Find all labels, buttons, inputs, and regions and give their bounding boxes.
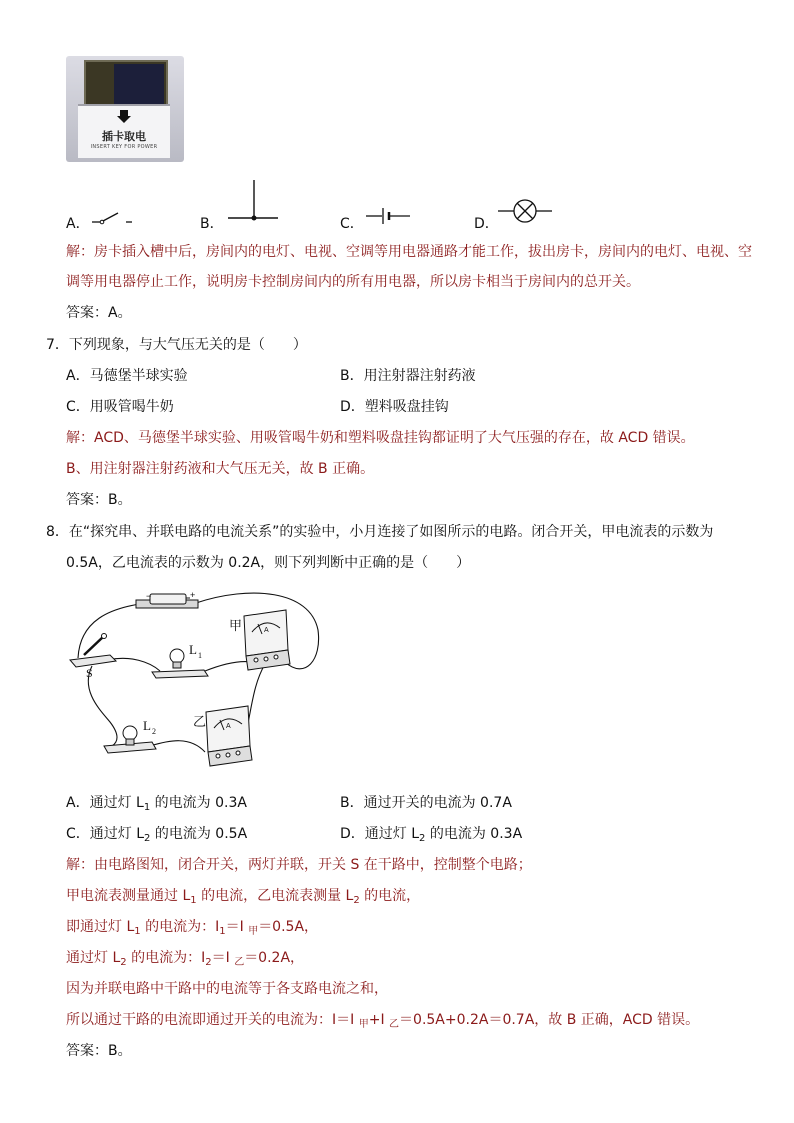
q8-option-a: A．通过灯 $L_1$ 的电流为 0.3A — [66, 795, 247, 813]
switch-symbol — [92, 208, 134, 228]
lamp-2-label: L — [143, 718, 151, 733]
q6-option-a-label: A． — [66, 216, 90, 232]
q8-solution-line-6: 所以通过干路的电流即通过开关的电流为：I＝I $_甲$+I $_乙$＝0.5A+0.2A＝0.7A，故 B 正确，ACD 错误。 — [66, 1012, 700, 1030]
ammeter-2-label: 乙 — [193, 715, 207, 730]
q8-solution-line-2: 甲电流表测量通过 $L_1$ 的电流，乙电流表测量 $L_2$ 的电流， — [66, 888, 421, 906]
ammeter-1 — [244, 610, 290, 670]
ammeter-1-label: 甲 — [229, 619, 243, 634]
ammeter-2 — [206, 706, 252, 766]
arrow-down-icon — [116, 109, 132, 125]
ammeter-1-unit: A — [264, 627, 269, 634]
q8-answer: 答案：B。 — [66, 1043, 132, 1059]
q6-option-b-label: B． — [200, 216, 224, 232]
q7-solution-line-2: B、用注射器注射药液和大气压无关，故 B 正确。 — [66, 461, 375, 477]
q7-option-a: A．马德堡半球实验 — [66, 368, 188, 384]
card-slot — [84, 60, 168, 110]
q6-option-d-label: D． — [474, 216, 499, 232]
q7-answer: 答案：B。 — [66, 492, 132, 508]
q7-solution-line-1: 解：ACD、马德堡半球实验、用吸管喝牛奶和塑料吸盘挂钩都证明了大气压强的存在，故 ACD 错误。 — [66, 430, 695, 446]
card-chinese-text: 插卡取电 — [102, 130, 146, 143]
ammeter-2-unit: A — [226, 723, 231, 730]
circuit-diagram — [62, 582, 332, 774]
junction-symbol — [226, 178, 280, 224]
lamp-symbol — [496, 198, 554, 224]
lamp-2-sub: 2 — [152, 727, 156, 736]
q8-solution-line-4: 通过灯 $L_2$ 的电流为：$I_2=I$ $_乙$＝0.2A， — [66, 950, 305, 968]
battery-plus-label: + — [190, 590, 196, 600]
q8-option-d: D．通过灯 $L_2$ 的电流为 0.3A — [340, 826, 523, 844]
battery-symbol — [366, 206, 412, 226]
room-card-image — [66, 56, 184, 162]
lamp-1-label: L — [189, 642, 197, 657]
q8-option-b: B．通过开关的电流为 0.7A — [340, 795, 512, 811]
key-card — [114, 64, 164, 106]
q8-solution-line-5: 因为并联电路中干路中的电流等于各支路电流之和， — [66, 981, 388, 997]
q8-stem-line-2: 0.5A，乙电流表的示数为 0.2A，则下列判断中正确的是（ ） — [66, 555, 471, 571]
q6-option-c-label: C． — [340, 216, 364, 232]
q8-stem-line-1: 8．在“探究串、并联电路的电流关系”的实验中，小月连接了如图所示的电路。闭合开关，甲电流表的示数为 — [46, 524, 714, 540]
q6-solution-line-2: 调等用电器停止工作，说明房卡控制房间内的所有用电器，所以房卡相当于房间内的总开关。 — [66, 274, 640, 290]
q6-answer: 答案：A。 — [66, 305, 132, 321]
q7-option-b: B．用注射器注射药液 — [340, 368, 476, 384]
q7-option-d: D．塑料吸盘挂钩 — [340, 399, 449, 415]
q8-solution-line-1: 解：由电路图知，闭合开关，两灯并联，开关 S 在干路中，控制整个电路； — [66, 857, 532, 873]
card-plate — [78, 104, 170, 158]
wire-lamp2-ammeter2 — [150, 741, 205, 752]
wire-lamp1-ammeter1 — [205, 662, 252, 671]
q7-stem: 7．下列现象，与大气压无关的是（ ） — [46, 337, 307, 353]
lamp-1-sub: 1 — [198, 651, 202, 660]
q6-solution-line-1: 解：房卡插入槽中后，房间内的电灯、电视、空调等用电器通路才能工作，拔出房卡，房间内的电灯、电视、空 — [66, 244, 752, 260]
q7-option-c: C．用吸管喝牛奶 — [66, 399, 174, 415]
card-english-text: INSERT KEY FOR POWER — [90, 144, 158, 150]
switch-label: S — [86, 666, 93, 680]
battery-minus-label: − — [146, 591, 152, 601]
q8-solution-line-3: 即通过灯 $L_1$ 的电流为：$I_1=I$ $_甲$＝0.5A， — [66, 919, 319, 937]
q8-option-c: C．通过灯 $L_2$ 的电流为 0.5A — [66, 826, 248, 844]
switch — [70, 634, 116, 668]
